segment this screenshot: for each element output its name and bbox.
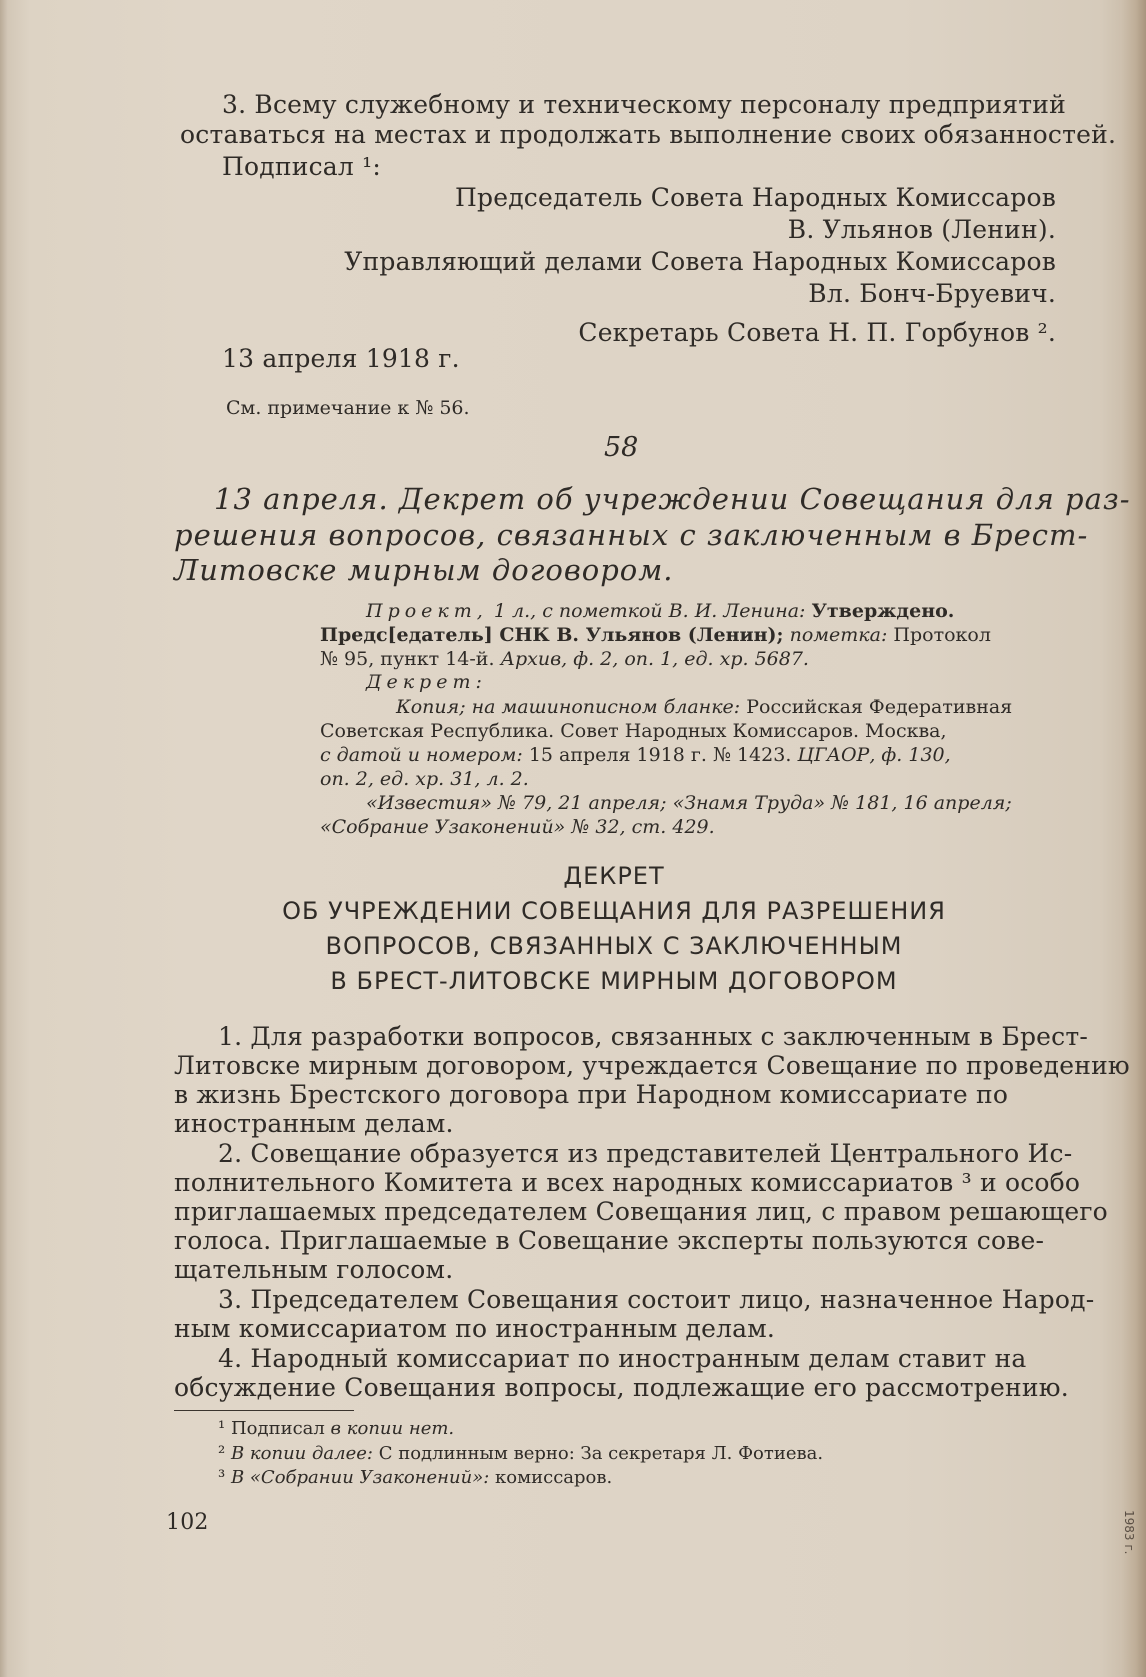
source-protocol: Протокол xyxy=(893,624,991,646)
footnote-2 xyxy=(218,1443,823,1464)
decree-title-line4: В БРЕСТ-ЛИТОВСКЕ МИРНЫМ ДОГОВОРОМ xyxy=(330,967,898,995)
p2-line5: щательным голосом. xyxy=(174,1255,454,1284)
p3-line2: ным комиссариатом по иностранным делам. xyxy=(174,1314,776,1343)
chair-title: Председатель Совета Народных Комиссаров xyxy=(455,183,1056,212)
source-copy: Копия; на машинописном бланке: xyxy=(396,696,741,718)
manager-name: Вл. Бонч-Бруевич. xyxy=(808,279,1056,308)
source-date: 15 апреля 1918 г. № 1423. xyxy=(528,744,792,766)
source-line9: «Известия» № 79, 21 апреля; «Знамя Труда» № 181, 16 апреля; xyxy=(366,792,1012,814)
source-line10: «Собрание Узаконений» № 32, ст. 429. xyxy=(320,816,715,838)
source-archive: Архив, ф. 2, оп. 1, ед. хр. 5687. xyxy=(500,648,809,670)
footnote-3-italic: В «Собрании Узаконений»: xyxy=(230,1467,490,1488)
page-number: 102 xyxy=(166,1510,209,1535)
chair-name: В. Ульянов (Ленин). xyxy=(787,215,1056,244)
source-mark: пометка: xyxy=(789,624,888,646)
footnote-2-italic: В копии далее: xyxy=(230,1443,373,1464)
document-number: 58 xyxy=(604,432,639,463)
p1-line4: иностранным делам. xyxy=(174,1109,454,1138)
spine-mark: 1983 г. xyxy=(1122,1510,1136,1555)
heading-line1: 13 апреля. Декрет об учреждении Совещания для раз- xyxy=(214,482,1131,516)
p4-line2: обсуждение Совещания вопросы, подлежащие его рассмотрению. xyxy=(174,1373,1069,1402)
footnote-3 xyxy=(218,1467,612,1488)
source-item: № 95, пункт 14-й. xyxy=(320,648,495,670)
page-right-edge xyxy=(1120,0,1146,1677)
item3-line1: 3. Всему служебному и техническому персоналу предприятий xyxy=(222,90,1067,119)
source-federation: Российская Федеративная xyxy=(746,696,1013,718)
p3-line1: 3. Председателем Совещания состоит лицо, назначенное Народ- xyxy=(218,1285,1095,1314)
secretary-line: Секретарь Совета Н. П. Горбунов ². xyxy=(578,318,1056,347)
p2-line4: голоса. Приглашаемые в Совещание эксперты пользуются сове- xyxy=(174,1226,1045,1255)
p4-line1: 4. Народный комиссариат по иностранным делам ставит на xyxy=(218,1344,1027,1373)
p2-line1: 2. Совещание образуется из представителей Центрального Ис- xyxy=(218,1139,1073,1168)
signed-label: Подписал ¹: xyxy=(222,152,381,181)
footnote-2-text: С подлинным верно: За секретаря Л. Фотиева. xyxy=(378,1443,824,1464)
source-line5 xyxy=(396,696,1012,718)
date-line: 13 апреля 1918 г. xyxy=(222,344,460,373)
manager-title: Управляющий делами Совета Народных Комиссаров xyxy=(344,247,1056,276)
source-approved: Утверждено. xyxy=(811,600,955,622)
p1-line3: в жизнь Брестского договора при Народном комиссариате по xyxy=(174,1080,1009,1109)
source-chair: Предс[едатель] СНК В. Ульянов (Ленин); xyxy=(320,624,784,646)
source-line1 xyxy=(366,600,954,622)
p2-line2: полнительного Комитета и всех народных комиссариатов ³ и особо xyxy=(174,1168,1081,1197)
heading-line3: Литовске мирным договором. xyxy=(174,553,674,587)
source-line8: оп. 2, ед. хр. 31, л. 2. xyxy=(320,768,529,790)
footnote-3-text: комиссаров. xyxy=(495,1467,613,1488)
source-line2 xyxy=(320,624,991,646)
decree-title-line3: ВОПРОСОВ, СВЯЗАННЫХ С ЗАКЛЮЧЕННЫМ xyxy=(325,932,903,960)
source-line7 xyxy=(320,744,951,766)
footnote-2-mark: ² xyxy=(218,1443,226,1464)
source-dated: с датой и номером: xyxy=(320,744,523,766)
p1-line2: Литовске мирным договором, учреждается Совещание по проведению xyxy=(174,1051,1130,1080)
footnote-1-text: Подписал xyxy=(230,1418,325,1439)
footnote-divider xyxy=(174,1410,354,1411)
footnote-1-italic: в копии нет. xyxy=(330,1418,455,1439)
page-left-edge xyxy=(0,0,8,1677)
source-tsgaor: ЦГАОР, ф. 130, xyxy=(797,744,951,766)
source-line6: Советская Республика. Совет Народных Комиссаров. Москва, xyxy=(320,720,947,742)
heading-line2: решения вопросов, связанных с заключенным в Брест- xyxy=(174,518,1089,552)
p1-line1: 1. Для разработки вопросов, связанных с заключенным в Брест- xyxy=(218,1022,1089,1051)
source-note: 1 л., с пометкой В. И. Ленина: xyxy=(493,600,806,622)
footnote-1 xyxy=(218,1418,454,1439)
p2-line3: приглашаемых председателем Совещания лиц, с правом решающего xyxy=(174,1197,1108,1226)
item3-line2: оставаться на местах и продолжать выполнение своих обязанностей. xyxy=(180,120,1117,149)
source-line3 xyxy=(320,648,809,670)
footnote-3-mark: ³ xyxy=(218,1467,226,1488)
footnote-1-mark: ¹ xyxy=(218,1418,226,1439)
decree-title-line1: ДЕКРЕТ xyxy=(563,862,665,890)
see-note: См. примечание к № 56. xyxy=(226,397,470,419)
source-project: Проект, xyxy=(366,600,488,622)
decree-title-line2: ОБ УЧРЕЖДЕНИИ СОВЕЩАНИЯ ДЛЯ РАЗРЕШЕНИЯ xyxy=(282,897,946,925)
source-decree-label: Декрет: xyxy=(366,671,487,693)
